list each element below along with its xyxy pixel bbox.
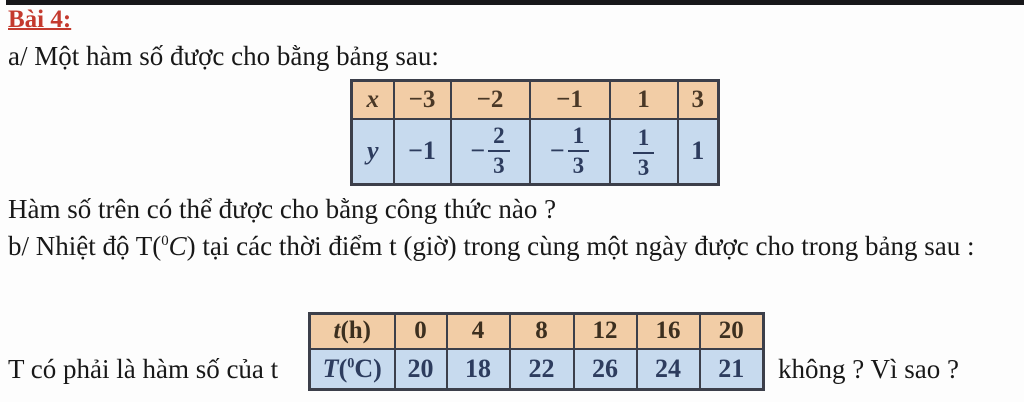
table2-header-row — [310, 314, 764, 349]
t-value: 4 — [471, 317, 485, 345]
top-border-bar — [6, 0, 1024, 5]
table1-y-cell — [530, 119, 610, 185]
t-value: 16 — [655, 317, 681, 345]
table1-data-row — [352, 119, 719, 185]
t-unit: (h) — [340, 317, 371, 345]
table1-x-cell — [530, 81, 610, 119]
part-b-question-right: không ? Vì sao ? — [778, 354, 959, 384]
degree-sup: 0 — [347, 355, 355, 372]
t-value: 8 — [535, 317, 548, 345]
celsius-close: C) — [354, 353, 382, 383]
function-table-xy — [350, 79, 720, 186]
table1-y-cell — [678, 119, 719, 185]
x-value: 1 — [637, 85, 650, 113]
table2-t-cell — [700, 314, 764, 349]
table1-y-cell — [610, 119, 678, 185]
denominator: 3 — [572, 153, 585, 179]
t-value: 20 — [718, 317, 744, 345]
part-b-prefix: b/ Nhiệt độ T( — [8, 231, 162, 261]
table2-T-cell — [447, 349, 510, 390]
table2-t-cell — [574, 314, 637, 349]
degree-sup: 0 — [161, 233, 169, 249]
part-b-question-left: T có phải là hàm số của t — [8, 354, 279, 384]
table2-t-cell — [637, 314, 700, 349]
paren: ( — [338, 353, 348, 383]
table1-x-cell — [394, 81, 451, 119]
part-a-intro: a/ Một hàm số được cho bằng bảng sau: — [8, 41, 439, 71]
fraction — [488, 124, 510, 178]
table1-y-cell — [451, 119, 530, 185]
temperature-table — [308, 312, 765, 391]
table2-t-cell — [447, 314, 510, 349]
T-value: 26 — [592, 353, 618, 383]
y-value: −1 — [408, 136, 436, 166]
numerator: 1 — [568, 124, 590, 152]
part-b-intro — [8, 231, 974, 262]
table1-y-cell — [394, 119, 451, 185]
celsius-unit: C — [168, 231, 187, 261]
x-value: 3 — [691, 85, 704, 113]
fraction — [633, 126, 655, 180]
y-label: y — [366, 136, 379, 166]
table1-header-row — [352, 81, 719, 119]
numerator: 2 — [488, 124, 510, 152]
table2-t-label-cell — [310, 314, 395, 349]
fraction-value — [470, 124, 509, 178]
table2-t-cell — [510, 314, 574, 349]
fraction — [568, 124, 590, 178]
table2-T-cell — [574, 349, 637, 390]
minus-sign: − — [549, 136, 565, 166]
denominator: 3 — [493, 153, 505, 179]
t-value: 0 — [414, 317, 427, 345]
fraction-value — [633, 126, 655, 180]
table1-x-cell — [610, 81, 678, 119]
x-value: −3 — [408, 85, 436, 113]
table2-T-cell — [510, 349, 574, 390]
T-value: 21 — [718, 353, 745, 383]
T-label: T — [322, 353, 339, 383]
table2-T-cell — [700, 349, 764, 390]
T-value: 20 — [407, 353, 434, 383]
table1-x-cell — [678, 81, 719, 119]
numerator: 1 — [633, 126, 655, 154]
denominator: 3 — [637, 155, 650, 181]
T-value: 24 — [655, 353, 681, 383]
T-value: 18 — [465, 353, 491, 383]
x-value: −2 — [476, 85, 504, 113]
table2-t-cell — [395, 314, 447, 349]
t-label: t — [333, 317, 341, 345]
table2-T-cell — [395, 349, 447, 390]
y-value: 1 — [691, 136, 705, 166]
part-b-suffix: ) tại các thời điểm t (giờ) trong cùng một ngày được cho trong bảng sau : — [186, 231, 975, 261]
part-a-question: Hàm số trên có thể được cho bằng công thức nào ? — [8, 194, 557, 224]
x-label: x — [366, 85, 379, 113]
t-value: 12 — [592, 317, 618, 345]
table2-T-label-cell — [310, 349, 395, 390]
minus-sign: − — [470, 136, 486, 166]
exercise-title: Bài 4: — [8, 6, 72, 33]
fraction-value — [550, 124, 589, 178]
T-value: 22 — [528, 353, 555, 383]
table1-y-label-cell — [352, 119, 394, 185]
table2-T-cell — [637, 349, 700, 390]
table2-data-row — [310, 349, 764, 390]
table1-x-label-cell — [352, 81, 394, 119]
x-value: −1 — [556, 85, 583, 113]
table1-x-cell — [451, 81, 530, 119]
